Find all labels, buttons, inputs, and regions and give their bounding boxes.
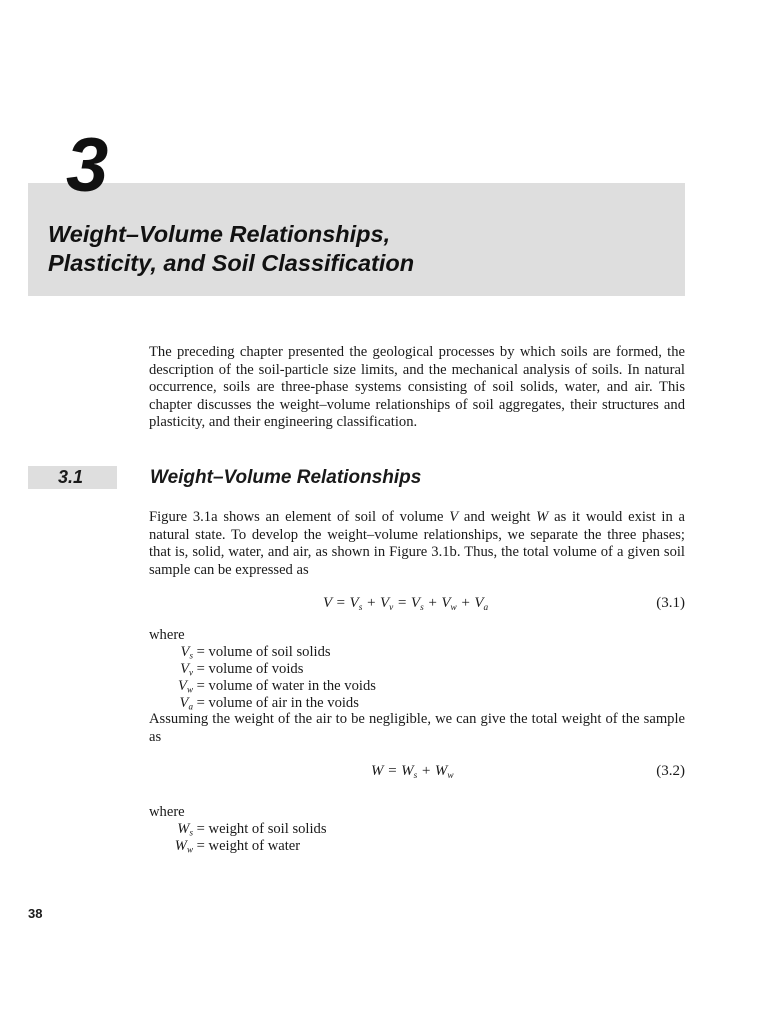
definition-symbol: $V_w$ (178, 678, 193, 695)
section-paragraph-1 (149, 509, 685, 579)
definition-text: volume of air in the voids (208, 695, 359, 711)
section-paragraph-2: Assuming the weight of the air to be negligible, we can give the total weight of the sample as (149, 711, 685, 745)
chapter-intro-paragraph: The preceding chapter presented the geological processes by which soils are formed, the description of the soil-particle size limits, and the mechanical analysis of soils. In natural occurrence, soils are three-phase systems consisting of soil solids, water, and air. This chapter discusses the weight–volume relationships of soil aggregates, their structures and plasticity, and their engineering classification. (149, 344, 685, 430)
chapter-title-line-1: Weight–Volume Relationships, (48, 221, 391, 247)
where-label: where (149, 627, 185, 643)
definition-text: volume of voids (208, 661, 304, 677)
definition-item: $V_v$ = volume of voids (149, 661, 376, 678)
section-title: Weight–Volume Relationships (150, 467, 422, 488)
definition-text: volume of soil solids (208, 644, 331, 660)
equation-3-1-expression: $V = V_s + V_v = V_s + V_w + V_a$ (323, 595, 489, 613)
volume-symbol: V (449, 509, 459, 525)
definition-item: $V_a$ = volume of air in the voids (149, 695, 376, 712)
weight-definitions-list (149, 821, 327, 855)
definition-symbol: $V_a$ (179, 695, 193, 712)
definition-symbol: $V_s$ (180, 644, 193, 661)
definition-text: volume of water in the voids (208, 678, 376, 694)
para-1-text-c: as it would exist in a natural state. To develop the weight–volume relationships, we separate the three phases; that is, solid, water, and air, as shown in Figure 3.1b. Thus, the total volume of a given soil sample can be expressed as (149, 509, 685, 578)
equation-3-2-number: (3.2) (656, 763, 685, 779)
equation-3-1 (149, 593, 685, 613)
definition-text: weight of soil solids (208, 821, 327, 837)
weight-symbol: W (536, 509, 549, 525)
chapter-title (48, 220, 414, 278)
equation-3-1-number: (3.1) (656, 595, 685, 611)
volume-definitions-list (149, 644, 376, 712)
definition-item: $V_s$ = volume of soil solids (149, 644, 376, 661)
definition-item: $W_w$ = weight of water (149, 838, 327, 855)
section-number: 3.1 (58, 467, 84, 487)
page-number: 38 (28, 906, 43, 921)
definition-text: weight of water (208, 838, 301, 854)
para-1-text-b: and weight (458, 509, 537, 525)
definition-symbol: $V_v$ (180, 661, 193, 678)
definition-item: $W_s$ = weight of soil solids (149, 821, 327, 838)
chapter-number: 3 (66, 123, 109, 208)
where-label: where (149, 804, 185, 820)
equation-3-2 (149, 761, 685, 781)
chapter-title-line-2: Plasticity, and Soil Classification (48, 250, 415, 276)
definition-symbol: $W_w$ (174, 838, 193, 855)
definition-symbol: $W_s$ (177, 821, 193, 838)
definition-item: $V_w$ = volume of water in the voids (149, 678, 376, 695)
para-1-text-a: Figure 3.1a shows an element of soil of volume (149, 509, 450, 525)
equation-3-2-expression: $W = W_s + W_w$ (371, 763, 454, 781)
